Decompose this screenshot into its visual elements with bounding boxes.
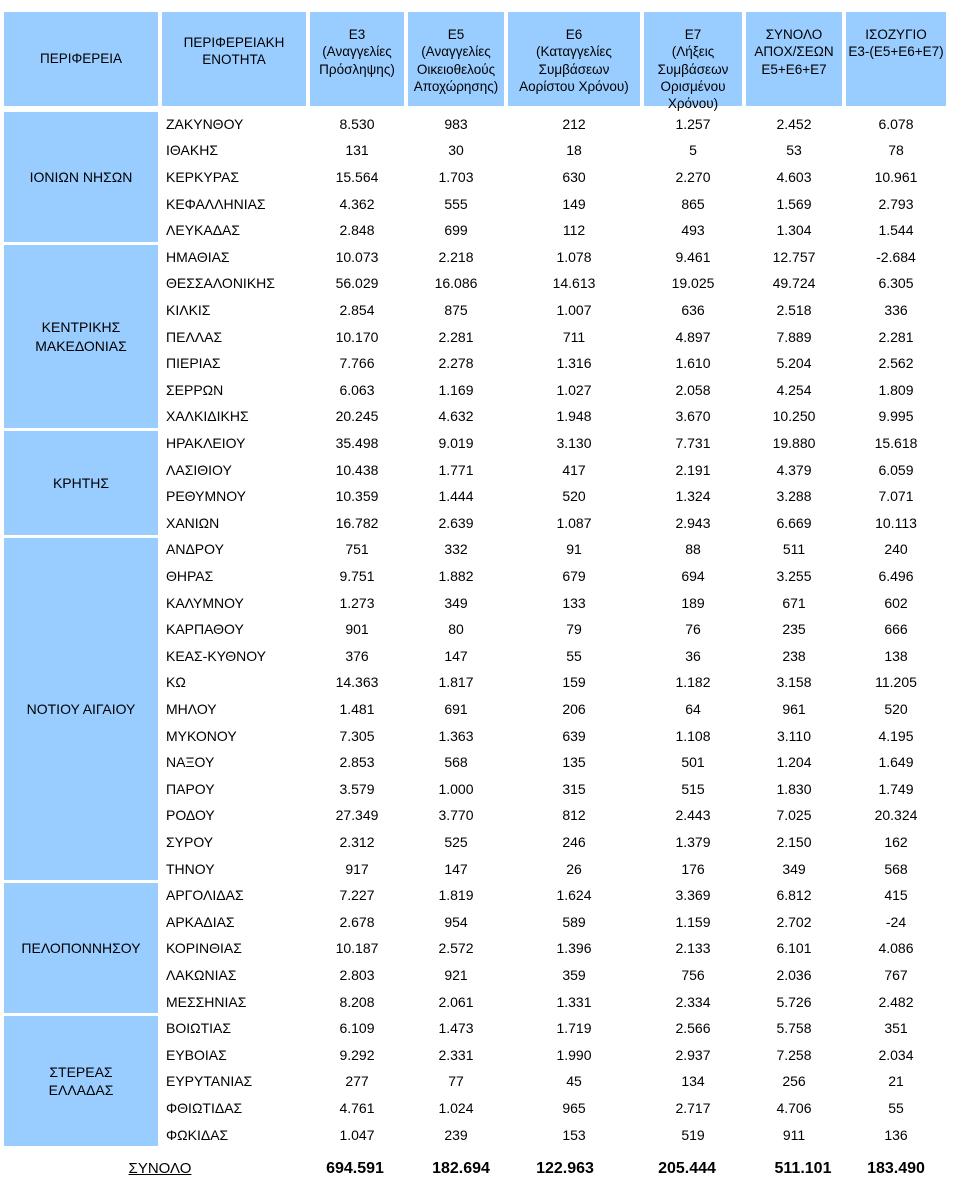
value-sum: 10.250 [772, 408, 816, 425]
unit-name: ΜΥΚΟΝΟΥ [166, 727, 237, 744]
value-e3: 10.438 [335, 461, 379, 478]
value-sum: 671 [782, 594, 806, 611]
value-e5: 1.444 [438, 488, 474, 505]
value-balance: 6.305 [878, 275, 914, 292]
value-e5: 4.632 [438, 408, 474, 425]
unit-name: ΚΕΦΑΛΛΗΝΙΑΣ [166, 195, 266, 212]
value-e7: 1.257 [675, 115, 711, 132]
value-e3: 2.848 [339, 222, 375, 239]
header-e5: Ε5 (Αναγγελίες Οικειοθελούς Αποχώρησης) [406, 10, 506, 108]
value-e5: 147 [444, 647, 468, 664]
value-e6: 246 [562, 834, 586, 851]
value-sum: 6.812 [776, 887, 812, 904]
value-balance: 10.113 [875, 514, 917, 531]
value-sum: 49.724 [772, 275, 816, 292]
value-balance: 9.995 [878, 408, 914, 425]
value-e5: 332 [444, 541, 468, 558]
value-e5: 9.019 [438, 435, 474, 452]
value-e3: 8.530 [339, 115, 375, 132]
value-e7: 3.369 [675, 887, 711, 904]
value-e3: 16.782 [335, 514, 379, 531]
value-e6: 55 [566, 647, 582, 664]
value-e6: 212 [562, 115, 586, 132]
value-e5: 349 [444, 594, 468, 611]
value-e5: 2.331 [438, 1046, 474, 1063]
value-e6: 711 [562, 328, 586, 345]
value-e3: 376 [345, 647, 369, 664]
value-e5: 1.000 [438, 780, 474, 797]
value-e5: 77 [448, 1073, 464, 1090]
value-sum: 1.204 [776, 754, 812, 771]
value-e5: 983 [444, 115, 468, 132]
value-e5: 699 [444, 222, 468, 239]
value-balance: 21 [888, 1073, 904, 1090]
value-e6: 679 [562, 568, 586, 585]
value-e7: 2.191 [675, 461, 711, 478]
value-e6: 3.130 [556, 435, 592, 452]
value-e5: 691 [444, 701, 468, 718]
value-balance: -2.684 [876, 248, 916, 265]
value-e7: 694 [681, 568, 705, 585]
value-e5: 2.281 [438, 328, 474, 345]
value-sum: 7.025 [776, 807, 812, 824]
header-sum: ΣΥΝΟΛΟ ΑΠΟΧ/ΣΕΩΝ Ε5+Ε6+Ε7 [744, 10, 844, 108]
value-e5: 80 [448, 621, 464, 638]
value-e7: 2.270 [675, 169, 711, 186]
value-e3: 20.245 [335, 408, 379, 425]
value-e5: 1.473 [438, 1020, 474, 1037]
value-e7: 1.324 [675, 488, 711, 505]
value-e5: 2.061 [438, 993, 474, 1010]
value-e5: 1.703 [438, 169, 474, 186]
value-e6: 153 [562, 1126, 586, 1143]
unit-name: ΚΕΡΚΥΡΑΣ [166, 169, 239, 186]
value-e7: 756 [681, 967, 705, 984]
value-e7: 2.937 [675, 1046, 711, 1063]
value-e6: 1.078 [556, 248, 592, 265]
value-e7: 2.058 [675, 381, 711, 398]
value-e6: 206 [562, 701, 586, 718]
value-e3: 901 [345, 621, 369, 638]
unit-name: ΘΗΡΑΣ [166, 568, 214, 585]
value-balance: -24 [885, 913, 907, 930]
value-e5: 1.817 [438, 674, 474, 691]
unit-name: ΠΙΕΡΙΑΣ [166, 355, 221, 372]
value-e7: 515 [681, 780, 705, 797]
value-e7: 2.334 [675, 993, 711, 1010]
unit-name: ΕΥΡΥΤΑΝΙΑΣ [166, 1073, 253, 1090]
value-sum: 4.254 [776, 381, 812, 398]
region-name: ΣΤΕΡΕΑΣ ΕΛΛΑΔΑΣ [2, 1014, 160, 1148]
value-balance: 1.749 [878, 780, 914, 797]
value-e6: 159 [562, 674, 586, 691]
value-balance: 7.071 [878, 488, 914, 505]
value-e3: 2.854 [339, 302, 375, 319]
value-balance: 666 [884, 621, 908, 638]
value-sum: 961 [782, 701, 806, 718]
value-sum: 1.304 [776, 222, 812, 239]
value-sum: 53 [786, 142, 802, 159]
value-e3: 4.362 [339, 195, 375, 212]
value-balance: 2.281 [878, 328, 914, 345]
value-balance: 336 [884, 302, 908, 319]
value-balance: 136 [884, 1126, 908, 1143]
unit-name: ΜΕΣΣΗΝΙΑΣ [166, 993, 247, 1010]
value-e7: 3.670 [675, 408, 711, 425]
unit-name: ΡΟΔΟΥ [166, 807, 215, 824]
value-e6: 26 [566, 860, 582, 877]
value-e5: 3.770 [438, 807, 474, 824]
value-e7: 1.108 [675, 727, 711, 744]
value-sum: 2.518 [776, 302, 812, 319]
value-balance: 4.195 [878, 727, 914, 744]
value-balance: 520 [884, 701, 908, 718]
value-balance: 2.793 [878, 195, 914, 212]
value-e3: 6.063 [339, 381, 375, 398]
value-e7: 36 [685, 647, 701, 664]
value-e6: 45 [566, 1073, 582, 1090]
value-e7: 64 [685, 701, 701, 718]
value-e6: 91 [566, 541, 582, 558]
value-e7: 176 [681, 860, 705, 877]
value-balance: 55 [888, 1100, 904, 1117]
value-balance: 240 [884, 541, 908, 558]
value-e3: 1.273 [339, 594, 375, 611]
value-e6: 14.613 [552, 275, 596, 292]
unit-name: ΠΕΛΛΑΣ [166, 328, 223, 345]
value-e7: 2.566 [675, 1020, 711, 1037]
value-e6: 589 [562, 913, 586, 930]
value-e7: 865 [681, 195, 705, 212]
value-sum: 2.150 [776, 834, 812, 851]
unit-name: ΙΘΑΚΗΣ [166, 142, 218, 159]
value-sum: 4.379 [776, 461, 812, 478]
header-balance: ΙΣΟΖΥΓΙΟ Ε3-(Ε5+Ε6+Ε7) [844, 10, 948, 108]
value-e3: 131 [345, 142, 369, 159]
value-balance: 6.059 [878, 461, 914, 478]
header-e6: Ε6 (Καταγγελίες Συμβάσεων Αορίστου Χρόνου) [506, 10, 642, 108]
value-e6: 1.087 [556, 514, 592, 531]
value-e6: 1.624 [556, 887, 592, 904]
total-balance: 183.490 [867, 1160, 925, 1178]
value-e7: 189 [681, 594, 705, 611]
value-e7: 9.461 [675, 248, 711, 265]
value-e3: 9.292 [339, 1046, 375, 1063]
value-sum: 256 [782, 1073, 806, 1090]
value-e3: 3.579 [339, 780, 375, 797]
value-e6: 1.331 [556, 993, 592, 1010]
value-e7: 88 [685, 541, 701, 558]
value-sum: 235 [782, 621, 806, 638]
value-e6: 79 [566, 621, 582, 638]
value-e7: 493 [681, 222, 705, 239]
unit-name: ΕΥΒΟΙΑΣ [166, 1046, 227, 1063]
value-e3: 2.678 [339, 913, 375, 930]
value-e5: 921 [444, 967, 468, 984]
value-e3: 27.349 [335, 807, 379, 824]
value-e3: 7.227 [339, 887, 375, 904]
value-e3: 9.751 [339, 568, 375, 585]
value-e3: 2.803 [339, 967, 375, 984]
value-e3: 10.073 [335, 248, 379, 265]
value-sum: 2.452 [776, 115, 812, 132]
value-e6: 18 [566, 142, 582, 159]
value-sum: 4.603 [776, 169, 812, 186]
value-e3: 6.109 [339, 1020, 375, 1037]
value-sum: 7.889 [776, 328, 812, 345]
value-e3: 4.761 [339, 1100, 375, 1117]
unit-name: ΚΕΑΣ-ΚΥΘΝΟΥ [166, 647, 266, 664]
value-sum: 2.036 [776, 967, 812, 984]
value-balance: 4.086 [878, 940, 914, 957]
value-e7: 76 [685, 621, 701, 638]
value-e7: 2.133 [675, 940, 711, 957]
value-e3: 2.312 [339, 834, 375, 851]
value-sum: 6.101 [776, 940, 812, 957]
value-e3: 7.305 [339, 727, 375, 744]
value-sum: 1.830 [776, 780, 812, 797]
value-e3: 10.187 [335, 940, 379, 957]
value-balance: 6.078 [878, 115, 914, 132]
value-e6: 112 [562, 222, 586, 239]
unit-name: ΦΩΚΙΔΑΣ [166, 1126, 229, 1143]
value-sum: 4.706 [776, 1100, 812, 1117]
value-e7: 4.897 [675, 328, 711, 345]
value-e6: 630 [562, 169, 586, 186]
value-balance: 767 [884, 967, 908, 984]
value-e6: 520 [562, 488, 586, 505]
value-balance: 2.034 [878, 1046, 914, 1063]
unit-name: ΚΑΡΠΑΘΟΥ [166, 621, 244, 638]
value-e5: 30 [448, 142, 464, 159]
value-e5: 1.169 [438, 381, 474, 398]
unit-name: ΑΡΚΑΔΙΑΣ [166, 913, 235, 930]
value-sum: 7.258 [776, 1046, 812, 1063]
unit-name: ΚΩ [166, 674, 186, 691]
value-balance: 6.496 [878, 568, 914, 585]
unit-name: ΛΑΣΙΘΙΟΥ [166, 461, 232, 478]
value-e6: 1.027 [556, 381, 592, 398]
value-e7: 1.159 [675, 913, 711, 930]
unit-name: ΧΑΝΙΩΝ [166, 514, 220, 531]
value-e5: 2.639 [438, 514, 474, 531]
value-balance: 415 [884, 887, 908, 904]
value-e7: 1.379 [675, 834, 711, 851]
unit-name: ΘΕΣΣΑΛΟΝΙΚΗΣ [166, 275, 275, 292]
value-e5: 954 [444, 913, 468, 930]
value-e6: 639 [562, 727, 586, 744]
value-e5: 2.572 [438, 940, 474, 957]
unit-name: ΠΑΡΟΥ [166, 780, 215, 797]
unit-name: ΚΑΛΥΜΝΟΥ [166, 594, 244, 611]
unit-name: ΒΟΙΩΤΙΑΣ [166, 1020, 232, 1037]
total-e6: 122.963 [536, 1160, 594, 1178]
value-sum: 511 [782, 541, 806, 558]
value-e5: 1.363 [438, 727, 474, 744]
value-e3: 10.359 [335, 488, 379, 505]
value-balance: 11.205 [875, 674, 917, 691]
unit-name: ΖΑΚΥΝΘΟΥ [166, 115, 244, 132]
value-e5: 2.218 [438, 248, 474, 265]
value-balance: 1.809 [878, 381, 914, 398]
value-e7: 1.182 [675, 674, 711, 691]
value-e3: 2.853 [339, 754, 375, 771]
unit-name: ΤΗΝΟΥ [166, 860, 215, 877]
value-e5: 239 [444, 1126, 468, 1143]
value-e3: 1.481 [339, 701, 375, 718]
value-sum: 3.288 [776, 488, 812, 505]
value-e7: 2.443 [675, 807, 711, 824]
value-balance: 568 [884, 860, 908, 877]
value-e7: 1.610 [675, 355, 711, 372]
value-e6: 133 [562, 594, 586, 611]
value-e3: 14.363 [335, 674, 379, 691]
value-sum: 6.669 [776, 514, 812, 531]
total-sum: 511.101 [774, 1160, 832, 1178]
value-e5: 1.024 [438, 1100, 474, 1117]
header-e7: Ε7 (Λήξεις Συμβάσεων Ορισμένου Χρόνου) [642, 10, 744, 108]
value-e6: 1.396 [556, 940, 592, 957]
value-balance: 351 [884, 1020, 908, 1037]
value-e3: 1.047 [339, 1126, 375, 1143]
value-e7: 19.025 [671, 275, 715, 292]
region-name: ΚΡΗΤΗΣ [2, 429, 160, 536]
value-sum: 5.726 [776, 993, 812, 1010]
value-e6: 359 [562, 967, 586, 984]
value-balance: 10.961 [874, 169, 918, 186]
value-e7: 7.731 [675, 435, 711, 452]
value-e6: 1.316 [556, 355, 592, 372]
value-e3: 751 [345, 541, 369, 558]
value-e3: 8.208 [339, 993, 375, 1010]
value-e7: 2.717 [675, 1100, 711, 1117]
value-e6: 417 [562, 461, 586, 478]
unit-name: ΑΝΔΡΟΥ [166, 541, 224, 558]
value-e7: 5 [689, 142, 697, 159]
unit-name: ΜΗΛΟΥ [166, 701, 217, 718]
unit-name: ΛΕΥΚΑΔΑΣ [166, 222, 241, 239]
unit-name: ΣΥΡΟΥ [166, 834, 214, 851]
value-e6: 149 [562, 195, 586, 212]
region-name: ΙΟΝΙΩΝ ΝΗΣΩΝ [2, 110, 160, 244]
value-sum: 12.757 [772, 248, 816, 265]
value-e5: 16.086 [434, 275, 478, 292]
value-e6: 1.990 [556, 1046, 592, 1063]
value-balance: 2.562 [878, 355, 914, 372]
header-unit: ΠΕΡΙΦΕΡΕΙΑΚΗ ΕΝΟΤΗΤΑ [160, 10, 308, 108]
value-e7: 636 [681, 302, 705, 319]
unit-name: ΡΕΘΥΜΝΟΥ [166, 488, 247, 505]
value-e5: 2.278 [438, 355, 474, 372]
total-label: ΣΥΝΟΛΟ [128, 1160, 192, 1177]
value-e3: 10.170 [335, 328, 379, 345]
value-e5: 147 [444, 860, 468, 877]
value-balance: 602 [884, 594, 908, 611]
value-sum: 3.255 [776, 568, 812, 585]
value-sum: 2.702 [776, 913, 812, 930]
value-balance: 1.649 [878, 754, 914, 771]
unit-name: ΚΟΡΙΝΘΙΑΣ [166, 940, 242, 957]
value-balance: 162 [884, 834, 908, 851]
value-sum: 5.204 [776, 355, 812, 372]
value-e3: 35.498 [335, 435, 379, 452]
region-name: ΚΕΝΤΡΙΚΗΣ ΜΑΚΕΔΟΝΙΑΣ [2, 243, 160, 430]
value-e5: 875 [444, 302, 468, 319]
value-e5: 555 [444, 195, 468, 212]
value-e6: 135 [562, 754, 586, 771]
total-e3: 694.591 [326, 1160, 384, 1178]
value-e6: 812 [562, 807, 586, 824]
value-e6: 1.007 [556, 302, 592, 319]
value-e7: 2.943 [675, 514, 711, 531]
value-e6: 1.948 [556, 408, 592, 425]
unit-name: ΛΑΚΩΝΙΑΣ [166, 967, 237, 984]
value-e7: 134 [681, 1073, 705, 1090]
value-e5: 568 [444, 754, 468, 771]
unit-name: ΗΜΑΘΙΑΣ [166, 248, 230, 265]
value-e7: 501 [681, 754, 705, 771]
value-sum: 3.110 [777, 727, 811, 744]
value-sum: 19.880 [772, 435, 816, 452]
value-e3: 917 [345, 860, 369, 877]
value-e3: 277 [345, 1073, 369, 1090]
unit-name: ΚΙΛΚΙΣ [166, 302, 211, 319]
value-sum: 349 [782, 860, 806, 877]
unit-name: ΝΑΞΟΥ [166, 754, 215, 771]
value-balance: 138 [884, 647, 908, 664]
unit-name: ΧΑΛΚΙΔΙΚΗΣ [166, 408, 249, 425]
header-e3: Ε3 (Αναγγελίες Πρόσληψης) [308, 10, 406, 108]
value-e5: 1.882 [438, 568, 474, 585]
value-sum: 911 [782, 1126, 806, 1143]
value-e3: 7.766 [339, 355, 375, 372]
value-balance: 15.618 [874, 435, 918, 452]
value-e7: 519 [681, 1126, 705, 1143]
unit-name: ΦΘΙΩΤΙΔΑΣ [166, 1100, 243, 1117]
unit-name: ΗΡΑΚΛΕΙΟΥ [166, 435, 246, 452]
value-sum: 238 [782, 647, 806, 664]
value-sum: 3.158 [776, 674, 812, 691]
region-name: ΠΕΛΟΠΟΝΝΗΣΟΥ [2, 881, 160, 1015]
value-balance: 1.544 [878, 222, 914, 239]
value-balance: 20.324 [874, 807, 918, 824]
value-balance: 2.482 [878, 993, 914, 1010]
value-e6: 1.719 [556, 1020, 592, 1037]
unit-name: ΑΡΓΟΛΙΔΑΣ [166, 887, 244, 904]
value-sum: 5.758 [776, 1020, 812, 1037]
value-e6: 965 [562, 1100, 586, 1117]
value-balance: 78 [888, 142, 904, 159]
value-sum: 1.569 [776, 195, 812, 212]
value-e3: 56.029 [335, 275, 379, 292]
value-e5: 1.819 [438, 887, 474, 904]
value-e5: 1.771 [438, 461, 474, 478]
total-e5: 182.694 [432, 1160, 490, 1178]
value-e3: 15.564 [335, 169, 379, 186]
total-e7: 205.444 [658, 1160, 716, 1178]
value-e6: 315 [562, 780, 586, 797]
header-region: ΠΕΡΙΦΕΡΕΙΑ [2, 10, 160, 108]
region-name: ΝΟΤΙΟΥ ΑΙΓΑΙΟΥ [2, 536, 160, 883]
unit-name: ΣΕΡΡΩΝ [166, 381, 224, 398]
value-e5: 525 [444, 834, 468, 851]
